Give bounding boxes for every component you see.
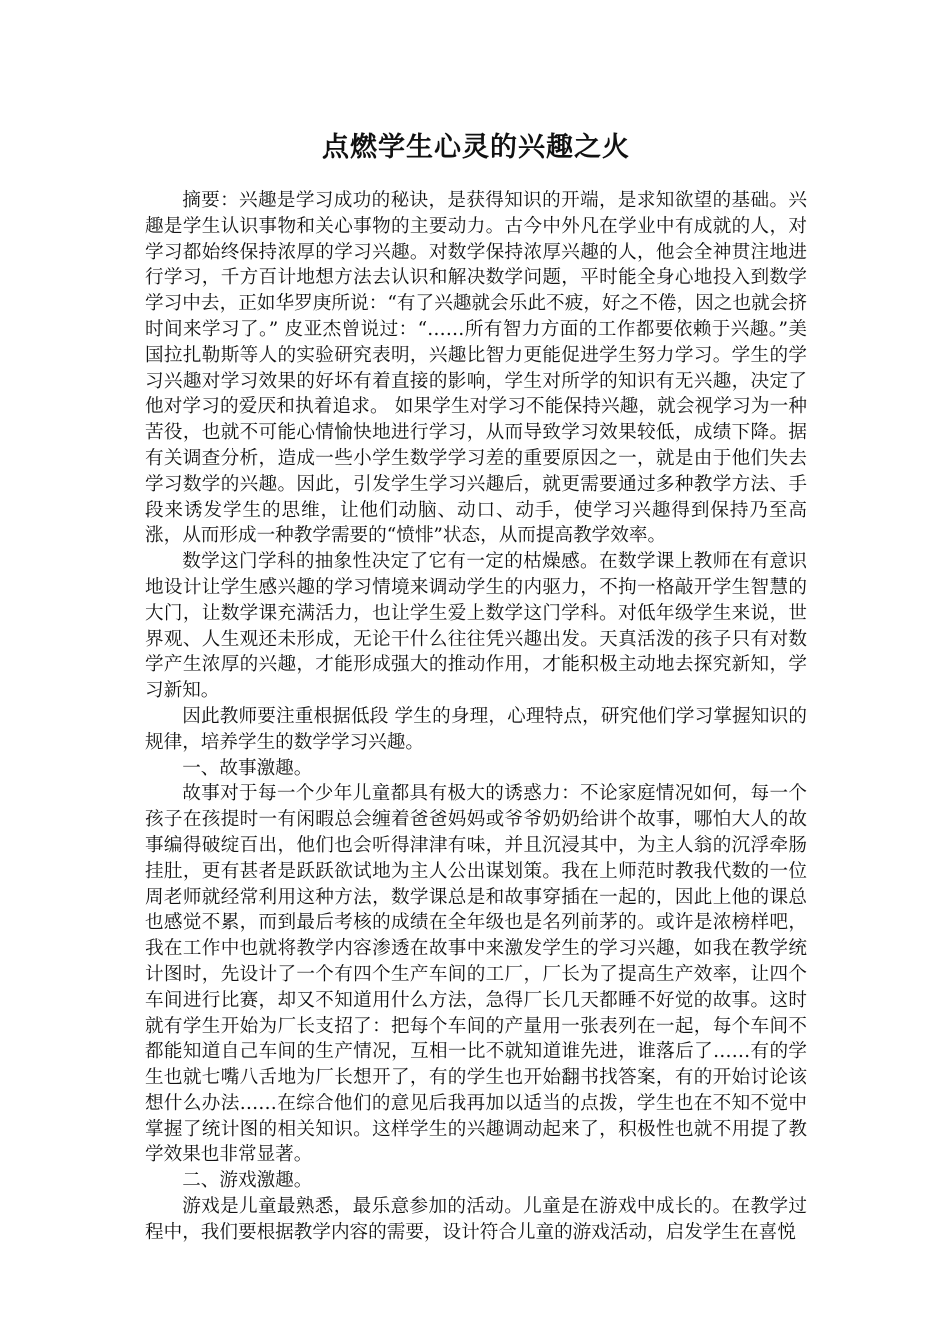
section-heading-story: 一、故事激趣。 (182, 757, 313, 779)
paragraph-body: 数学这门学科的抽象性决定了它有一定的枯燥感。在数学课上教师在有意识地设计让学生感兴趣的学习情境来调动学生的内驱力，不拘一格敲开学生智慧的大门，让数学课充满活力，也让学生爱上数学这门学科。对低年级学生来说，世界观、人生观还未形成，无论干什么往往凭兴趣出发。天真活泼的孩子只有对数学产生浓厚的兴趣，才能形成强大的推动作用，才能积极主动地去探究新知，学习新知。 (145, 551, 807, 702)
document-page (145, 128, 807, 1246)
paragraph-body: 故事对于每一个少年儿童都具有极大的诱惑力：不论家庭情况如何，每一个孩子在孩提时一有闲暇总会缠着爸爸妈妈或爷爷奶奶给讲个故事，哪怕大人的故事编得破绽百出，他们也会听得津津有味，并且沉浸其中，为主人翁的沉浮牵肠挂肚，更有甚者是跃跃欲试地为主人公出谋划策。我在上师范时教我代数的一位周老师就经常利用这种方法，数学课总是和故事穿插在一起的，因此上他的课总也感觉不累，而到最后考核的成绩在全年级也是名列前茅的。或许是浓榜样吧，我在工作中也就将教学内容渗透在故事中来激发学生的学习兴趣，如我在教学统计图时，先设计了一个有四个生产车间的工厂，厂长为了提高生产效率，让四个车间进行比赛，却又不知道用什么方法，急得厂长几天都睡不好觉的故事。这时就有学生开始为厂长支招了：把每个车间的产量用一张表列在一起，每个车间不都能知道自己车间的生产情况，互相一比不就知道谁先进，谁落后了……有的学生也就七嘴八舌地为厂长想开了，有的学生也开始翻书找答案，有的开始讨论该想什么办法……在综合他们的意见后我再加以适当的点拨，学生也在不知不觉中掌握了统计图的相关知识。这样学生的兴趣调动起来了，积极性也就不用提了教学效果也非常显著。 (145, 783, 807, 1166)
document-title: 点燃学生心灵的兴趣之火 (322, 132, 630, 163)
paragraph-abstract: 摘要：兴趣是学习成功的秘诀，是获得知识的开端，是求知欲望的基础。兴趣是学生认识事物和关心事物的主要动力。古今中外凡在学业中有成就的人，对学习都始终保持浓厚的学习兴趣。对数学保持浓厚兴趣的人，他会全神贯注地进行学习，千方百计地想方法去认识和解决数学问题，平时能全身心地投入到数学学习中去，正如华罗庚所说：“有了兴趣就会乐此不疲，好之不倦，因之也就会挤时间来学习了。” 皮亚杰曾说过：“……所有智力方面的工作都要依赖于兴趣。”美国拉扎勒斯等人的实验研究表明，兴趣比智力更能促进学生努力学习。学生的学习兴趣对学习效果的好坏有着直接的影响，学生对所学的知识有无兴趣，决定了他对学习的爱厌和执着追求。 如果学生对学习不能保持兴趣，就会视学习为一种苦役，也就不可能心情愉快地进行学习，从而导致学习效果较低，成绩下降。据有关调查分析，造成一些小学生数学学习差的重要原因之一，就是由于他们失去学习数学的兴趣。因此，引发学生学习兴趣后，就更需要通过多种教学方法、手段来诱发学生的思维，让他们动脑、动口、动手，使学习兴趣得到保持乃至高涨，从而形成一种教学需要的“愤悱”状态，从而提高教学效率。 (145, 190, 807, 547)
section-heading-game: 二、游戏激趣。 (182, 1170, 313, 1192)
paragraph-body: 游戏是儿童最熟悉，最乐意参加的活动。儿童是在游戏中成长的。在教学过程中，我们要根据教学内容的需要，设计符合儿童的游戏活动，启发学生在喜悦 (145, 1196, 807, 1243)
paragraph-body: 因此教师要注重根据低段 学生的身理，心理特点，研究他们学习掌握知识的规律，培养学生的数学学习兴趣。 (145, 705, 807, 753)
